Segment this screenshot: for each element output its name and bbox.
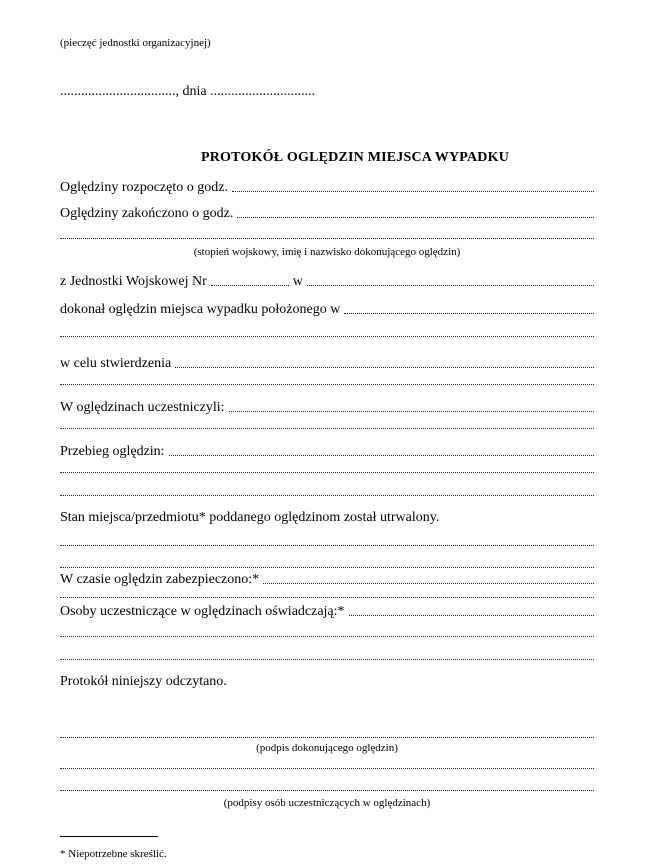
purpose-row [60,352,594,372]
unit-number-field[interactable] [211,285,289,286]
stamp-label: (pieczęć jednostki organizacyjnej) [60,37,211,49]
secured-row [60,568,594,588]
end-time-row [60,202,594,222]
purpose-field[interactable] [175,367,594,368]
course-field-line-2[interactable] [60,495,594,496]
place-field-line[interactable] [60,336,594,337]
footnote: * Niepotrzebne skreślić. [60,848,167,860]
recorded-field-line-1[interactable] [60,545,594,546]
start-time-row [60,176,594,196]
declarations-label: Osoby uczestniczące w oględzinach oświadczają:* [60,604,345,619]
declarations-row [60,600,594,620]
participants-row [60,396,594,416]
participants-signature-caption: (podpisy osób uczestniczących w oględzinach) [223,797,431,809]
start-time-label: Oględziny rozpoczęto o godz. [60,180,228,195]
secured-label: W czasie oględzin zabezpieczono:* [60,572,260,587]
participants-label: W oględzinach uczestniczyli: [60,400,225,415]
unit-row [60,270,594,290]
declarations-field-line-1[interactable] [60,636,594,637]
course-field-line-1[interactable] [60,472,594,473]
course-field[interactable] [169,455,594,456]
unit-label: z Jednostki Wojskowej Nr [60,274,207,289]
secured-field[interactable] [263,583,594,584]
declarations-field-line-2[interactable] [60,659,594,660]
secured-field-line[interactable] [60,597,594,598]
course-row [60,440,594,460]
place-row [60,298,594,318]
participants-field[interactable] [229,411,594,412]
declarations-field[interactable] [349,615,594,616]
end-time-label: Oględziny zakończono o godz. [60,206,234,221]
page-title: PROTOKÓŁ OGLĘDZIN MIEJSCA WYPADKU [200,150,510,165]
course-label: Przebieg oględzin: [60,444,165,459]
end-time-field[interactable] [237,217,594,218]
inspector-field[interactable] [60,238,594,239]
inspector-signature-caption: (podpis dokonującego oględzin) [256,742,398,754]
read-statement: Protokół niniejszy odczytano. [60,674,227,689]
inspector-signature-line[interactable] [60,737,594,738]
participants-signature-line-2[interactable] [60,790,594,791]
date-line[interactable]: ................................., dnia .............................. [60,84,316,99]
unit-in-label: w [292,274,303,289]
unit-location-field[interactable] [307,285,594,286]
participants-field-line[interactable] [60,428,594,429]
inspector-caption: (stopień wojskowy, imię i nazwisko dokonującego oględzin) [193,246,461,258]
place-label: dokonał oględzin miejsca wypadku położonego w [60,302,341,317]
recorded-statement: Stan miejsca/przedmiotu* poddanego oględzinom został utrwalony. [60,510,440,525]
participants-signature-line-1[interactable] [60,768,594,769]
place-field[interactable] [344,313,594,314]
start-time-field[interactable] [232,191,594,192]
footnote-rule [60,836,158,837]
purpose-field-line[interactable] [60,384,594,385]
purpose-label: w celu stwierdzenia [60,356,172,371]
